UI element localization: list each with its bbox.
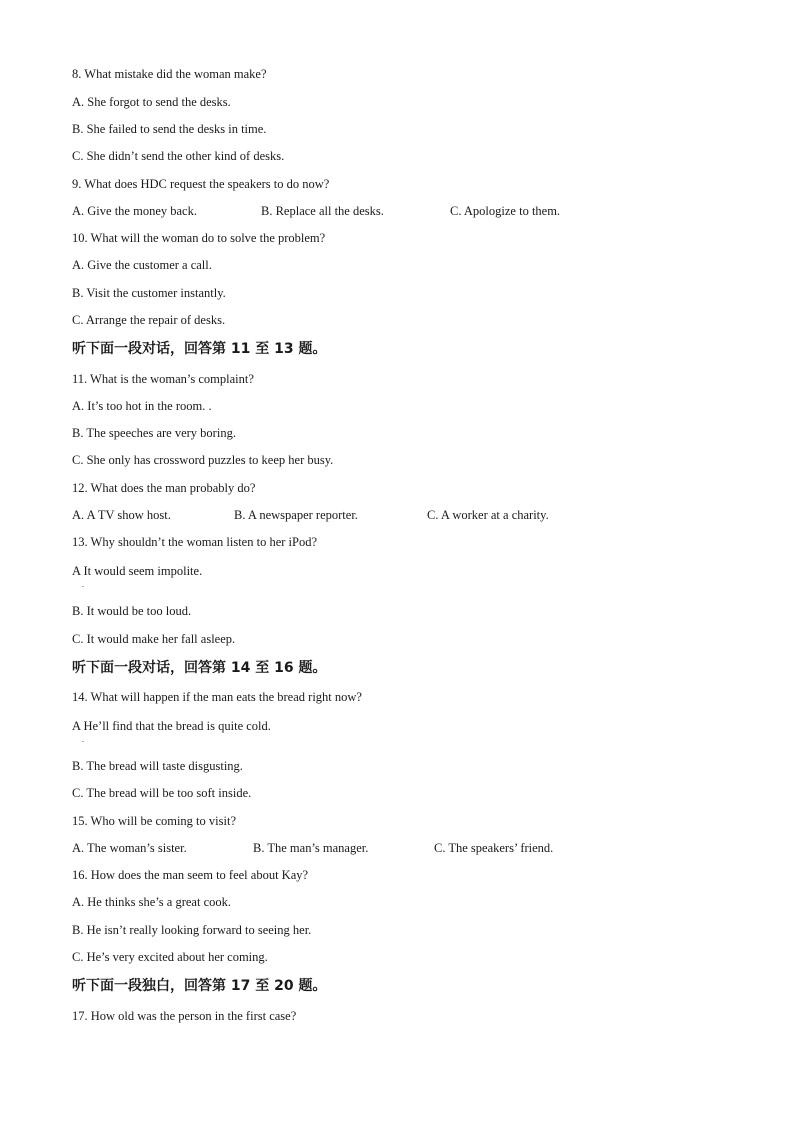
section-heading-14-16: 听下面一段对话，回答第 14 至 16 题。 [72,660,327,676]
question-16: 16. How does the man seem to feel about Kay? [72,868,309,882]
option-12a: A. A TV show host. [72,508,171,522]
option-11c: C. She only has crossword puzzles to keep her busy. [72,453,334,467]
option-16b: B. He isn’t really looking forward to seeing her. [72,923,312,937]
option-8a: A. She forgot to send the desks. [72,95,231,109]
option-15b: B. The man’s manager. [253,841,369,855]
question-8: 8. What mistake did the woman make? [72,67,267,81]
section-heading-11-13: 听下面一段对话，回答第 11 至 13 题。 [72,341,327,357]
option-14c: C. The bread will be too soft inside. [72,786,252,800]
option-14a: A He’ll find that the bread is quite cold. [72,719,271,733]
option-11b: B. The speeches are very boring. [72,426,236,440]
question-10: 10. What will the woman do to solve the problem? [72,231,326,245]
stray-dot: . [82,580,84,589]
question-14: 14. What will happen if the man eats the bread right now? [72,690,362,704]
option-13a: A It would seem impolite. [72,564,203,578]
question-13: 13. Why shouldn’t the woman listen to her iPod? [72,535,318,549]
stray-dot: . [82,735,84,744]
question-12: 12. What does the man probably do? [72,481,256,495]
option-15a: A. The woman’s sister. [72,841,187,855]
option-10c: C. Arrange the repair of desks. [72,313,226,327]
option-9c: C. Apologize to them. [450,204,561,218]
option-12b: B. A newspaper reporter. [234,508,358,522]
option-13b: B. It would be too loud. [72,604,192,618]
option-8c: C. She didn’t send the other kind of desks. [72,149,285,163]
question-11: 11. What is the woman’s complaint? [72,372,254,386]
option-11a: A. It’s too hot in the room. . [72,399,212,413]
option-8b: B. She failed to send the desks in time. [72,122,267,136]
question-9: 9. What does HDC request the speakers to do now? [72,177,330,191]
question-17: 17. How old was the person in the first case? [72,1009,297,1023]
option-10a: A. Give the customer a call. [72,258,212,272]
option-10b: B. Visit the customer instantly. [72,286,226,300]
section-heading-17-20: 听下面一段独白，回答第 17 至 20 题。 [72,978,327,994]
option-9a: A. Give the money back. [72,204,197,218]
question-15: 15. Who will be coming to visit? [72,814,236,828]
option-9b: B. Replace all the desks. [261,204,384,218]
option-14b: B. The bread will taste disgusting. [72,759,243,773]
option-16a: A. He thinks she’s a great cook. [72,895,231,909]
option-12c: C. A worker at a charity. [427,508,549,522]
option-13c: C. It would make her fall asleep. [72,632,236,646]
option-16c: C. He’s very excited about her coming. [72,950,268,964]
option-15c: C. The speakers’ friend. [434,841,554,855]
